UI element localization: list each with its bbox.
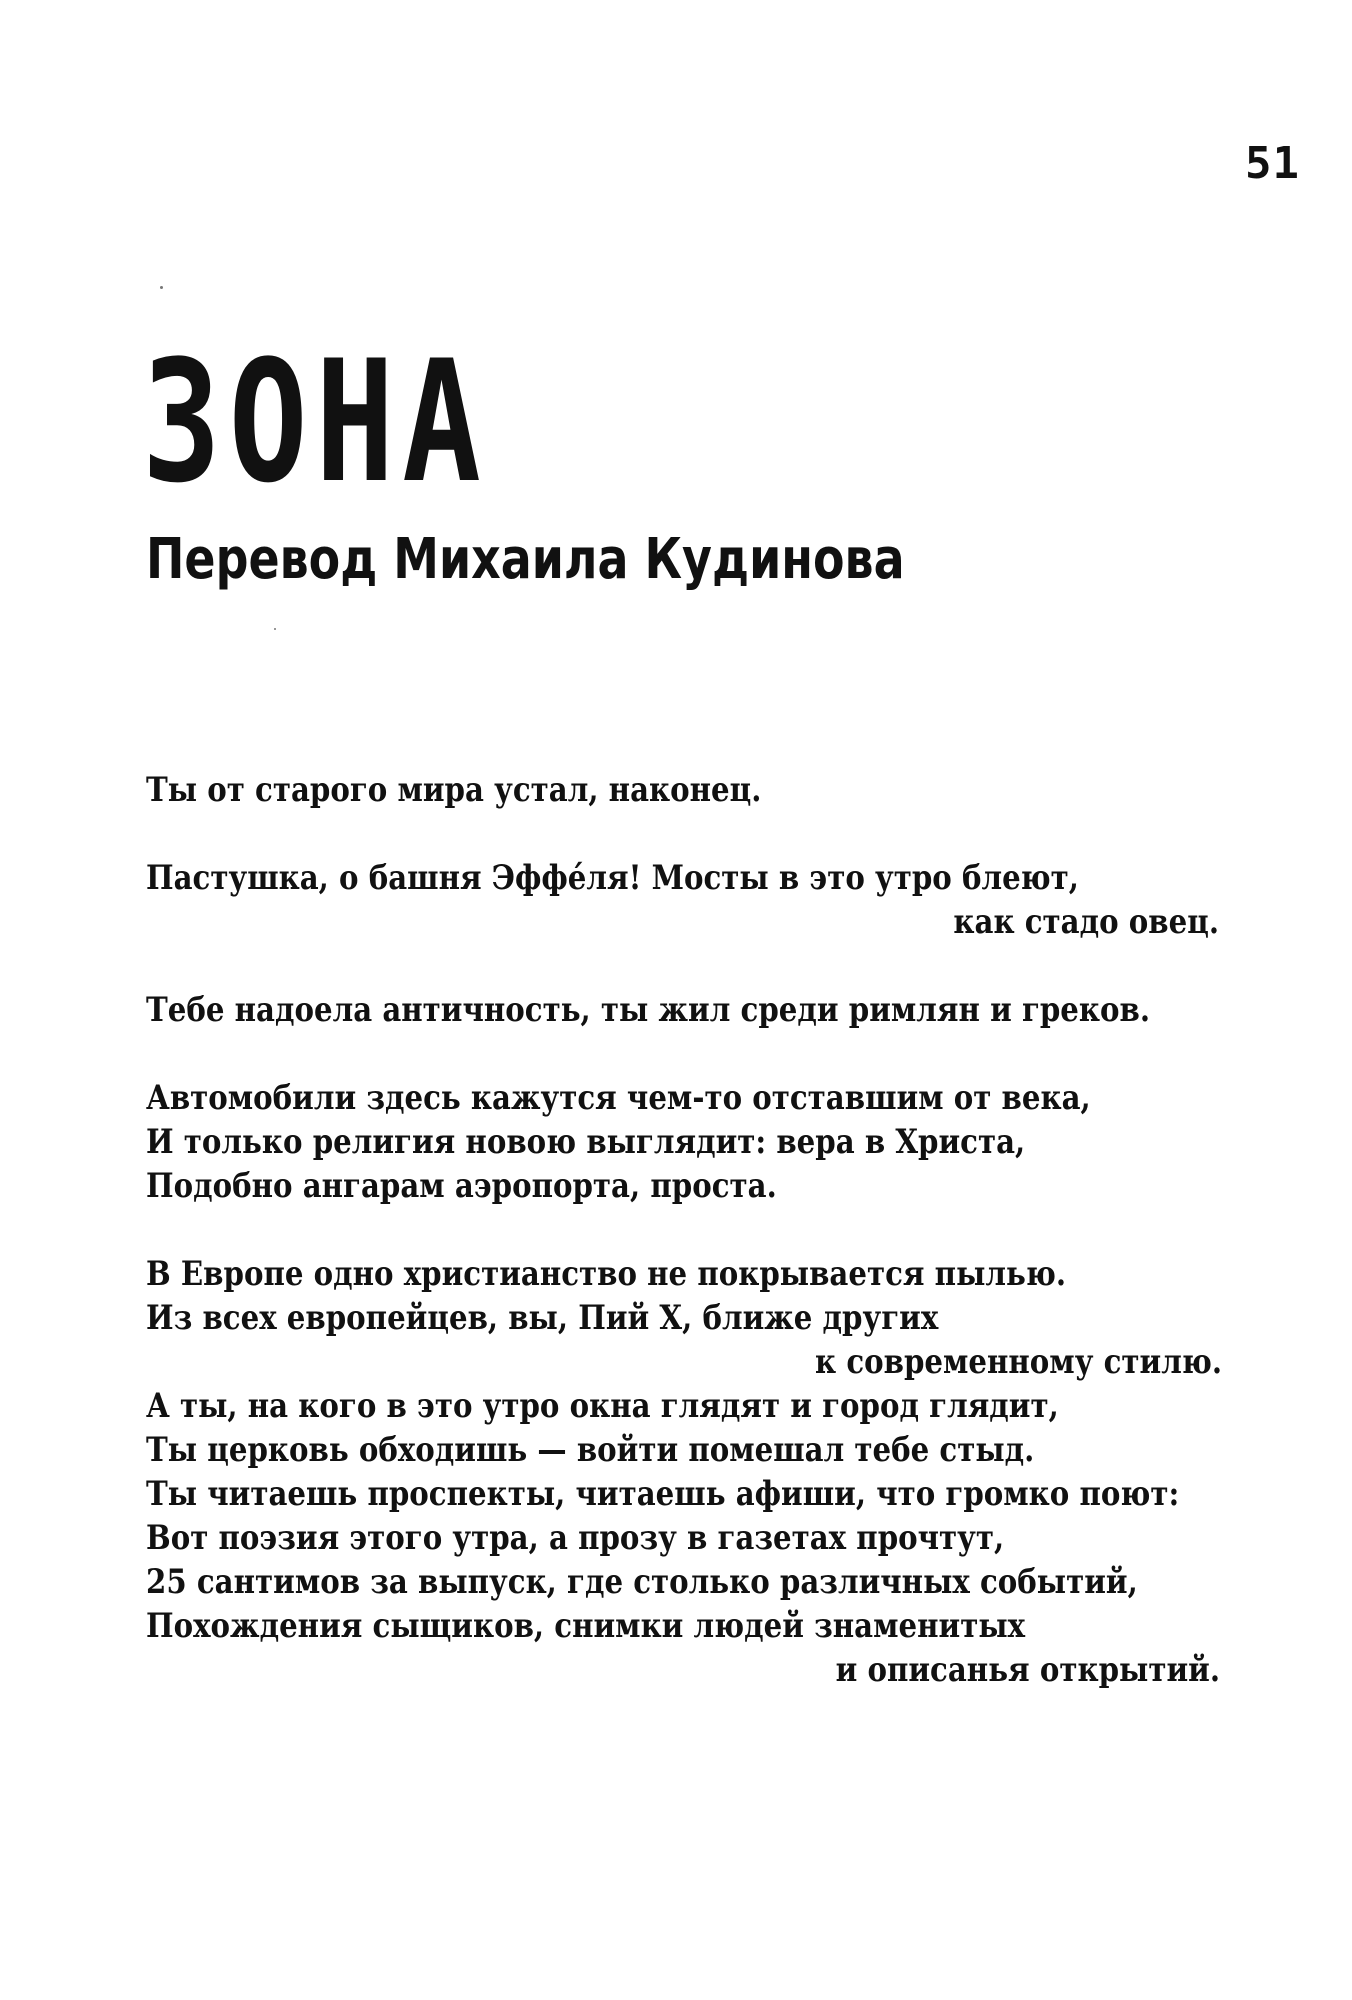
poem-line: Автомобили здесь кажутся чем-то отставшим от века,	[146, 1078, 1091, 1118]
scan-speck	[160, 286, 163, 289]
stanza-break	[146, 1032, 1226, 1076]
poem-title: ЗОНА	[142, 324, 489, 520]
poem-line-continuation: как стадо овец.	[953, 902, 1219, 942]
scan-speck	[274, 628, 276, 630]
stanza-break	[146, 1208, 1226, 1252]
poem-line: Ты церковь обходишь — войти помешал тебе стыд.	[146, 1430, 1035, 1470]
poem-line: 25 сантимов за выпуск, где столько различных событий,	[146, 1562, 1138, 1602]
stanza-break	[146, 944, 1226, 988]
poem-line-continuation: к современному стилю.	[815, 1342, 1222, 1382]
translator-credit: Перевод Михаила Кудинова	[146, 527, 905, 592]
poem-line: Пастушка, о башня Эффе́ля! Мосты в это утро блеют,	[146, 858, 1079, 898]
poem-line: А ты, на кого в это утро окна глядят и город глядит,	[146, 1386, 1059, 1426]
poem-line: Вот поэзия этого утра, а прозу в газетах прочтут,	[146, 1518, 1005, 1558]
stanza-break	[146, 812, 1226, 856]
poem-line: Ты от старого мира устал, наконец.	[146, 770, 762, 810]
page-number: 51	[1245, 138, 1300, 189]
poem-line: Из всех европейцев, вы, Пий Х, ближе других	[146, 1298, 939, 1338]
poem-line: В Европе одно христианство не покрывается пылью.	[146, 1254, 1067, 1294]
poem-body	[146, 768, 1226, 1692]
poem-line: Тебе надоела античность, ты жил среди римлян и греков.	[146, 990, 1151, 1030]
poem-line: И только религия новою выглядит: вера в Христа,	[146, 1122, 1026, 1162]
poem-line: Ты читаешь проспекты, читаешь афиши, что громко поют:	[146, 1474, 1180, 1514]
poem-line: Подобно ангарам аэропорта, проста.	[146, 1166, 777, 1206]
poem-line: Похождения сыщиков, снимки людей знаменитых	[146, 1606, 1026, 1646]
poem-line-continuation: и описанья открытий.	[835, 1650, 1220, 1690]
